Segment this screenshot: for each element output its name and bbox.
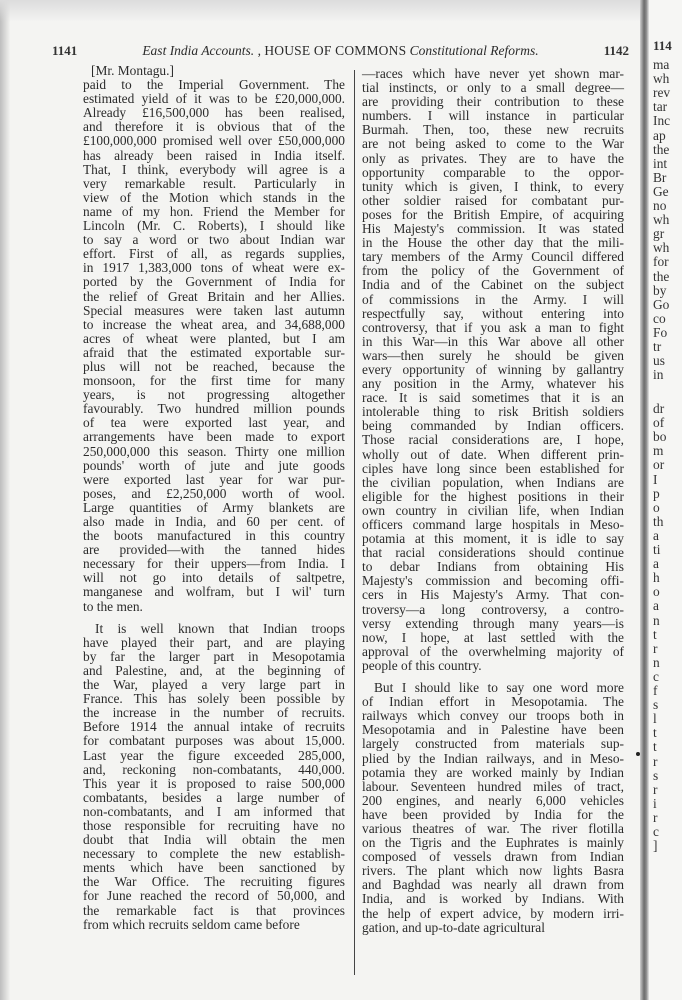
text-line: non-combatants, and I am informed that <box>83 803 345 819</box>
paragraph-2 <box>83 622 345 932</box>
text-line: for June reached the record of 50,000, and <box>83 888 345 904</box>
text-line: the help of expert advice, by modern irri- <box>362 905 624 921</box>
text-line: arrangements have been made to export <box>83 429 345 445</box>
text-line: Already £16,500,000 has been realised, <box>83 105 345 121</box>
fragment-line: i <box>653 795 657 811</box>
text-line: on the Tigris and the Euphrates is mainly <box>362 835 624 851</box>
running-header <box>52 43 629 63</box>
text-line: own country in civilian life, when Indian <box>362 502 624 518</box>
text-line: view of the Motion which stands in the <box>83 189 345 205</box>
text-line: and therefore it is obvious that of the <box>83 119 345 135</box>
text-line: Special measures were taken last autumn <box>83 302 345 318</box>
text-line: His Majesty's commission. It was stated <box>362 221 624 237</box>
fragment-line: I <box>653 471 658 487</box>
text-line: 250,000,000 this season. Thirty one million <box>83 443 345 459</box>
text-line: wars—then surely he should be given <box>362 347 624 363</box>
header-left-title: East India Accounts. <box>142 43 255 58</box>
text-line: Mesopotamia and in Palestine have been <box>362 722 624 738</box>
text-line: are provided—with the tanned hides <box>83 542 345 558</box>
text-line: effort. First of all, as regards supplies, <box>83 246 345 262</box>
text-line: railways which convey our troops both in <box>362 708 624 724</box>
text-line: wholly out of date. When different prin- <box>362 446 624 462</box>
fragment-line: ap <box>653 127 666 143</box>
text-line: India and of the Cabinet on the subject <box>362 277 624 293</box>
text-line: years, is not progressing altogether <box>83 387 345 403</box>
text-line: tary members of the Army Council differed <box>362 249 624 265</box>
next-page-fragment <box>649 0 682 1000</box>
text-line: India, and is worked by Indians. With <box>362 891 624 907</box>
text-line: the War, played a very large part in <box>83 677 345 693</box>
fragment-line: a <box>653 598 659 614</box>
text-line: and, reckoning non-combatants, 440,000. <box>83 761 345 777</box>
fragment-line: wh <box>653 212 670 228</box>
fragment-line: c <box>653 824 659 839</box>
paragraph-2 <box>362 681 624 935</box>
text-line: necessary to complete the new establish- <box>83 846 345 862</box>
text-line: to say a word or two about Indian war <box>83 232 345 248</box>
text-line: potamia they are worked mainly by Indian <box>362 764 624 780</box>
fragment-line: a <box>653 527 659 543</box>
text-line: the boots manufactured in this country <box>83 528 345 544</box>
fragment-line: t <box>653 739 657 755</box>
text-line: approval of the overwhelming majority of <box>362 643 624 659</box>
fragment-line: th <box>653 513 664 529</box>
book-gutter <box>640 0 649 1000</box>
text-line: troversy—a long controversy, a contro- <box>362 601 624 617</box>
fragment-line: Br <box>653 169 667 185</box>
text-line: to the men. <box>83 598 143 614</box>
text-line: Before 1914 the annual intake of recruits <box>83 719 345 735</box>
text-line: pounds' worth of jute and jute goods <box>83 457 345 473</box>
paragraph-1 <box>83 78 345 614</box>
text-line: that racial considerations should continue <box>362 545 624 561</box>
text-line: intolerable thing to risk British soldiers <box>362 404 624 420</box>
text-line: name of my hon. Friend the Member for <box>83 203 345 219</box>
text-line: poses for the British Empire, of acquiring <box>362 206 624 222</box>
text-line: from which recruits seldom came before <box>83 916 300 932</box>
text-line: various theatres of war. The river flotilla <box>362 820 624 836</box>
right-column <box>362 67 624 935</box>
fragment-line: f <box>653 683 658 698</box>
fragment-line: r <box>653 753 658 769</box>
text-line: has already been raised in India itself. <box>83 147 345 163</box>
text-line: necessary for their uppers—from India. I <box>83 556 345 572</box>
left-page-number: 1141 <box>52 43 78 58</box>
text-line: labour. Seventeen hundred miles of tract, <box>362 778 624 794</box>
text-line: have played their part, and are playing <box>83 634 345 650</box>
fragment-line: dr <box>653 401 665 416</box>
left-column <box>83 64 345 932</box>
text-line: —races which have never yet shown mar- <box>362 66 624 81</box>
fragment-line: o <box>653 584 660 600</box>
text-line: will not go into details of saltpetre, <box>83 570 345 586</box>
text-line: ciples have long since been established for <box>362 460 624 476</box>
text-line: being commanded by Indian officers. <box>362 418 624 434</box>
header-center-title: HOUSE OF COMMONS <box>264 43 407 58</box>
text-line: combatants, besides a large number of <box>83 789 345 805</box>
fragment-line: s <box>653 697 659 713</box>
text-line: of Indian effort in Mesopotamia. The <box>362 694 624 710</box>
fragment-line: r <box>653 640 658 656</box>
fragment-line: Fo <box>653 324 668 340</box>
text-line: largely constructed from materials sup- <box>362 736 624 752</box>
fragment-line: rev <box>653 85 671 101</box>
speaker-attribution: [Mr. Montagu.] <box>91 63 174 78</box>
text-line: other soldier raised for combatant pur- <box>362 192 624 208</box>
text-line: to increase the wheat area, and 34,688,000 <box>83 316 345 332</box>
text-line: That, I think, everybody will agree is a <box>83 161 345 177</box>
text-line: versy extending through many years—is <box>362 615 624 631</box>
text-line: now, I hope, at last settled with the <box>362 629 624 645</box>
fragment-line: wh <box>653 240 670 256</box>
text-line: race. It is said sometimes that it is an <box>362 390 624 406</box>
fragment-line: the <box>653 141 670 157</box>
text-line: But I should like to say one word more <box>374 680 624 696</box>
fragment-line: ma <box>653 57 670 72</box>
text-line: for combatant purposes was about 15,000. <box>83 733 345 749</box>
text-line: rivers. The plant which now lights Basra <box>362 863 624 879</box>
fragment-line: the <box>653 268 670 284</box>
text-line: eligible for the highest positions in their <box>362 488 624 504</box>
paragraph-1 <box>362 67 624 673</box>
text-line: in the House the other day that the mili- <box>362 235 624 251</box>
text-line: respectfully say, without entering into <box>362 305 624 321</box>
text-line: of tea were exported last year, and <box>83 415 345 431</box>
text-line: favourably. Two hundred million pounds <box>83 401 345 417</box>
text-line: the increase in the number of recruits. <box>83 705 345 721</box>
fragment-line: o <box>653 499 660 515</box>
fragment-line: for <box>653 254 669 270</box>
fragment-line: tar <box>653 99 668 115</box>
text-line: in this War—in this War above all other <box>362 333 624 349</box>
fragment-line: n <box>653 612 660 628</box>
fragment-line: or <box>653 457 665 473</box>
fragment-line: Inc <box>653 113 671 129</box>
fragment-line: int <box>653 155 668 171</box>
text-line: gation, and up-to-date agricultural <box>362 919 545 935</box>
text-line: officers command large hospitals in Meso- <box>362 517 624 532</box>
fragment-line: of <box>653 415 665 431</box>
text-line: Those racial considerations are, I hope, <box>362 432 624 448</box>
fragment-line: t <box>653 626 657 642</box>
fragment-line: in <box>653 367 664 383</box>
text-line: to debar Indians from obtaining His <box>362 559 624 575</box>
header-title-group: East India Accounts. , HOUSE OF COMMONS Constitutional Reforms. <box>142 43 539 58</box>
fragment-line: a <box>653 556 659 572</box>
fragment-line: bo <box>653 429 667 445</box>
text-line: £100,000,000 promised well over £50,000,000 <box>83 133 345 149</box>
text-line: and Baghdad was nearly all drawn from <box>362 877 624 893</box>
text-line: are providing their contribution to these <box>362 94 624 110</box>
text-line: Lincoln (Mr. C. Roberts), I should like <box>83 218 345 234</box>
text-line: the War Office. The recruiting figures <box>83 874 345 890</box>
text-line: potamia at this moment, it is idle to say <box>362 531 624 547</box>
fragment-line: tr <box>653 339 662 354</box>
fragment-line: t <box>653 725 657 741</box>
text-line: very remarkable result. Particularly in <box>83 175 345 191</box>
text-line: tunity which is given, I think, to every <box>362 178 624 194</box>
text-line: the relief of Great Britain and her Allies. <box>83 288 345 304</box>
fragment-line: Ge <box>653 183 669 199</box>
text-line: have been provided by India for the <box>362 806 624 822</box>
next-page-number: 114 <box>653 38 672 53</box>
fragment-line: r <box>653 809 658 825</box>
text-line: the remarkable fact is that provinces <box>83 902 345 918</box>
text-line: only as privates. They are to have the <box>362 150 624 166</box>
right-page-number: 1142 <box>603 43 629 58</box>
text-line: those responsible for recruiting have no <box>83 817 345 833</box>
text-line: by far the larger part in Mesopotamia <box>83 648 345 664</box>
fragment-line: h <box>653 570 660 586</box>
fragment-line: n <box>653 654 660 670</box>
text-line: doubt that India will obtain the men <box>83 832 345 848</box>
text-line: of commissions in the Army. I will <box>362 291 624 307</box>
text-line: afraid that the estimated exportable sur- <box>83 344 345 360</box>
fragment-line: gr <box>653 226 665 242</box>
text-line: It is well known that Indian troops <box>95 620 345 636</box>
header-right-title: Constitutional Reforms. <box>409 43 539 58</box>
fragment-line: us <box>653 353 665 369</box>
fragment-line: l <box>653 711 657 727</box>
text-line: composed of vessels drawn from Indian <box>362 849 624 865</box>
text-line: Burmah. Then, too, these new recruits <box>362 122 624 138</box>
text-line: and Palestine, and, at the beginning of <box>83 662 345 678</box>
fragment-line: Go <box>653 296 670 312</box>
text-line: 200 engines, and nearly 6,000 vehicles <box>362 792 624 808</box>
text-line: any position in the Army, whatever his <box>362 376 624 392</box>
text-line: Last year the figure exceeded 285,000, <box>83 747 345 763</box>
fragment-line: s <box>653 767 659 783</box>
fragment-line: m <box>653 443 664 459</box>
text-line: also made in India, and 60 per cent. of <box>83 514 345 529</box>
text-line: This year it is proposed to raise 500,000 <box>83 775 345 791</box>
text-line: controversy, that if you ask a man to fight <box>362 319 624 335</box>
text-line: manganese and wolfram, but I wil' turn <box>83 584 345 600</box>
text-line: monsoon, for the first time for many <box>83 373 345 389</box>
text-line: ported by the Government of India for <box>83 274 345 290</box>
fragment-line: wh <box>653 71 670 87</box>
text-line: are not being asked to come to the War <box>362 136 624 152</box>
text-line: Majesty's commission and becoming offi- <box>362 573 624 589</box>
fragment-line: ti <box>653 542 661 557</box>
text-line: opportunity comparable to the oppor- <box>362 164 624 180</box>
fragment-line: c <box>653 668 659 684</box>
column-divider-top <box>354 70 355 975</box>
text-line: plied by the Indian railways, and in Meso- <box>362 750 624 766</box>
text-line: were exported last year for war pur- <box>83 471 345 487</box>
text-line: cers in His Majesty's Army. That con- <box>362 587 624 603</box>
fragment-line: co <box>653 310 666 326</box>
text-line: the civilian population, when Indians are <box>362 474 624 490</box>
text-line: numbers. I will instance in particular <box>362 108 624 124</box>
text-line: from the policy of the Government of <box>362 263 624 279</box>
text-line: Large quantities of Army blankets are <box>83 499 345 515</box>
text-line: tial instincts, or only to a small degree— <box>362 80 624 96</box>
fragment-line: by <box>653 282 667 298</box>
text-line: people of this country. <box>362 657 482 673</box>
text-line: acres of wheat were planted, but I am <box>83 330 345 346</box>
fragment-line: p <box>653 485 660 501</box>
text-line: estimated yield of it was to be £20,000,000. <box>83 91 345 107</box>
text-line: plus will not be reached, because the <box>83 358 345 374</box>
text-line: paid to the Imperial Government. The <box>83 77 345 93</box>
fragment-line: no <box>653 198 667 213</box>
text-line: ments which have been sanctioned by <box>83 860 345 876</box>
text-line: every opportunity of winning by gallantry <box>362 361 624 377</box>
text-line: poses, and £2,250,000 worth of wool. <box>83 485 345 501</box>
text-line: France. This has solely been possible by <box>83 691 345 707</box>
fragment-line: ] <box>653 838 658 854</box>
scan-top-shadow <box>0 0 640 22</box>
fragment-line: r <box>653 781 658 797</box>
text-line: in 1917 1,383,000 tons of wheat were ex- <box>83 260 345 276</box>
